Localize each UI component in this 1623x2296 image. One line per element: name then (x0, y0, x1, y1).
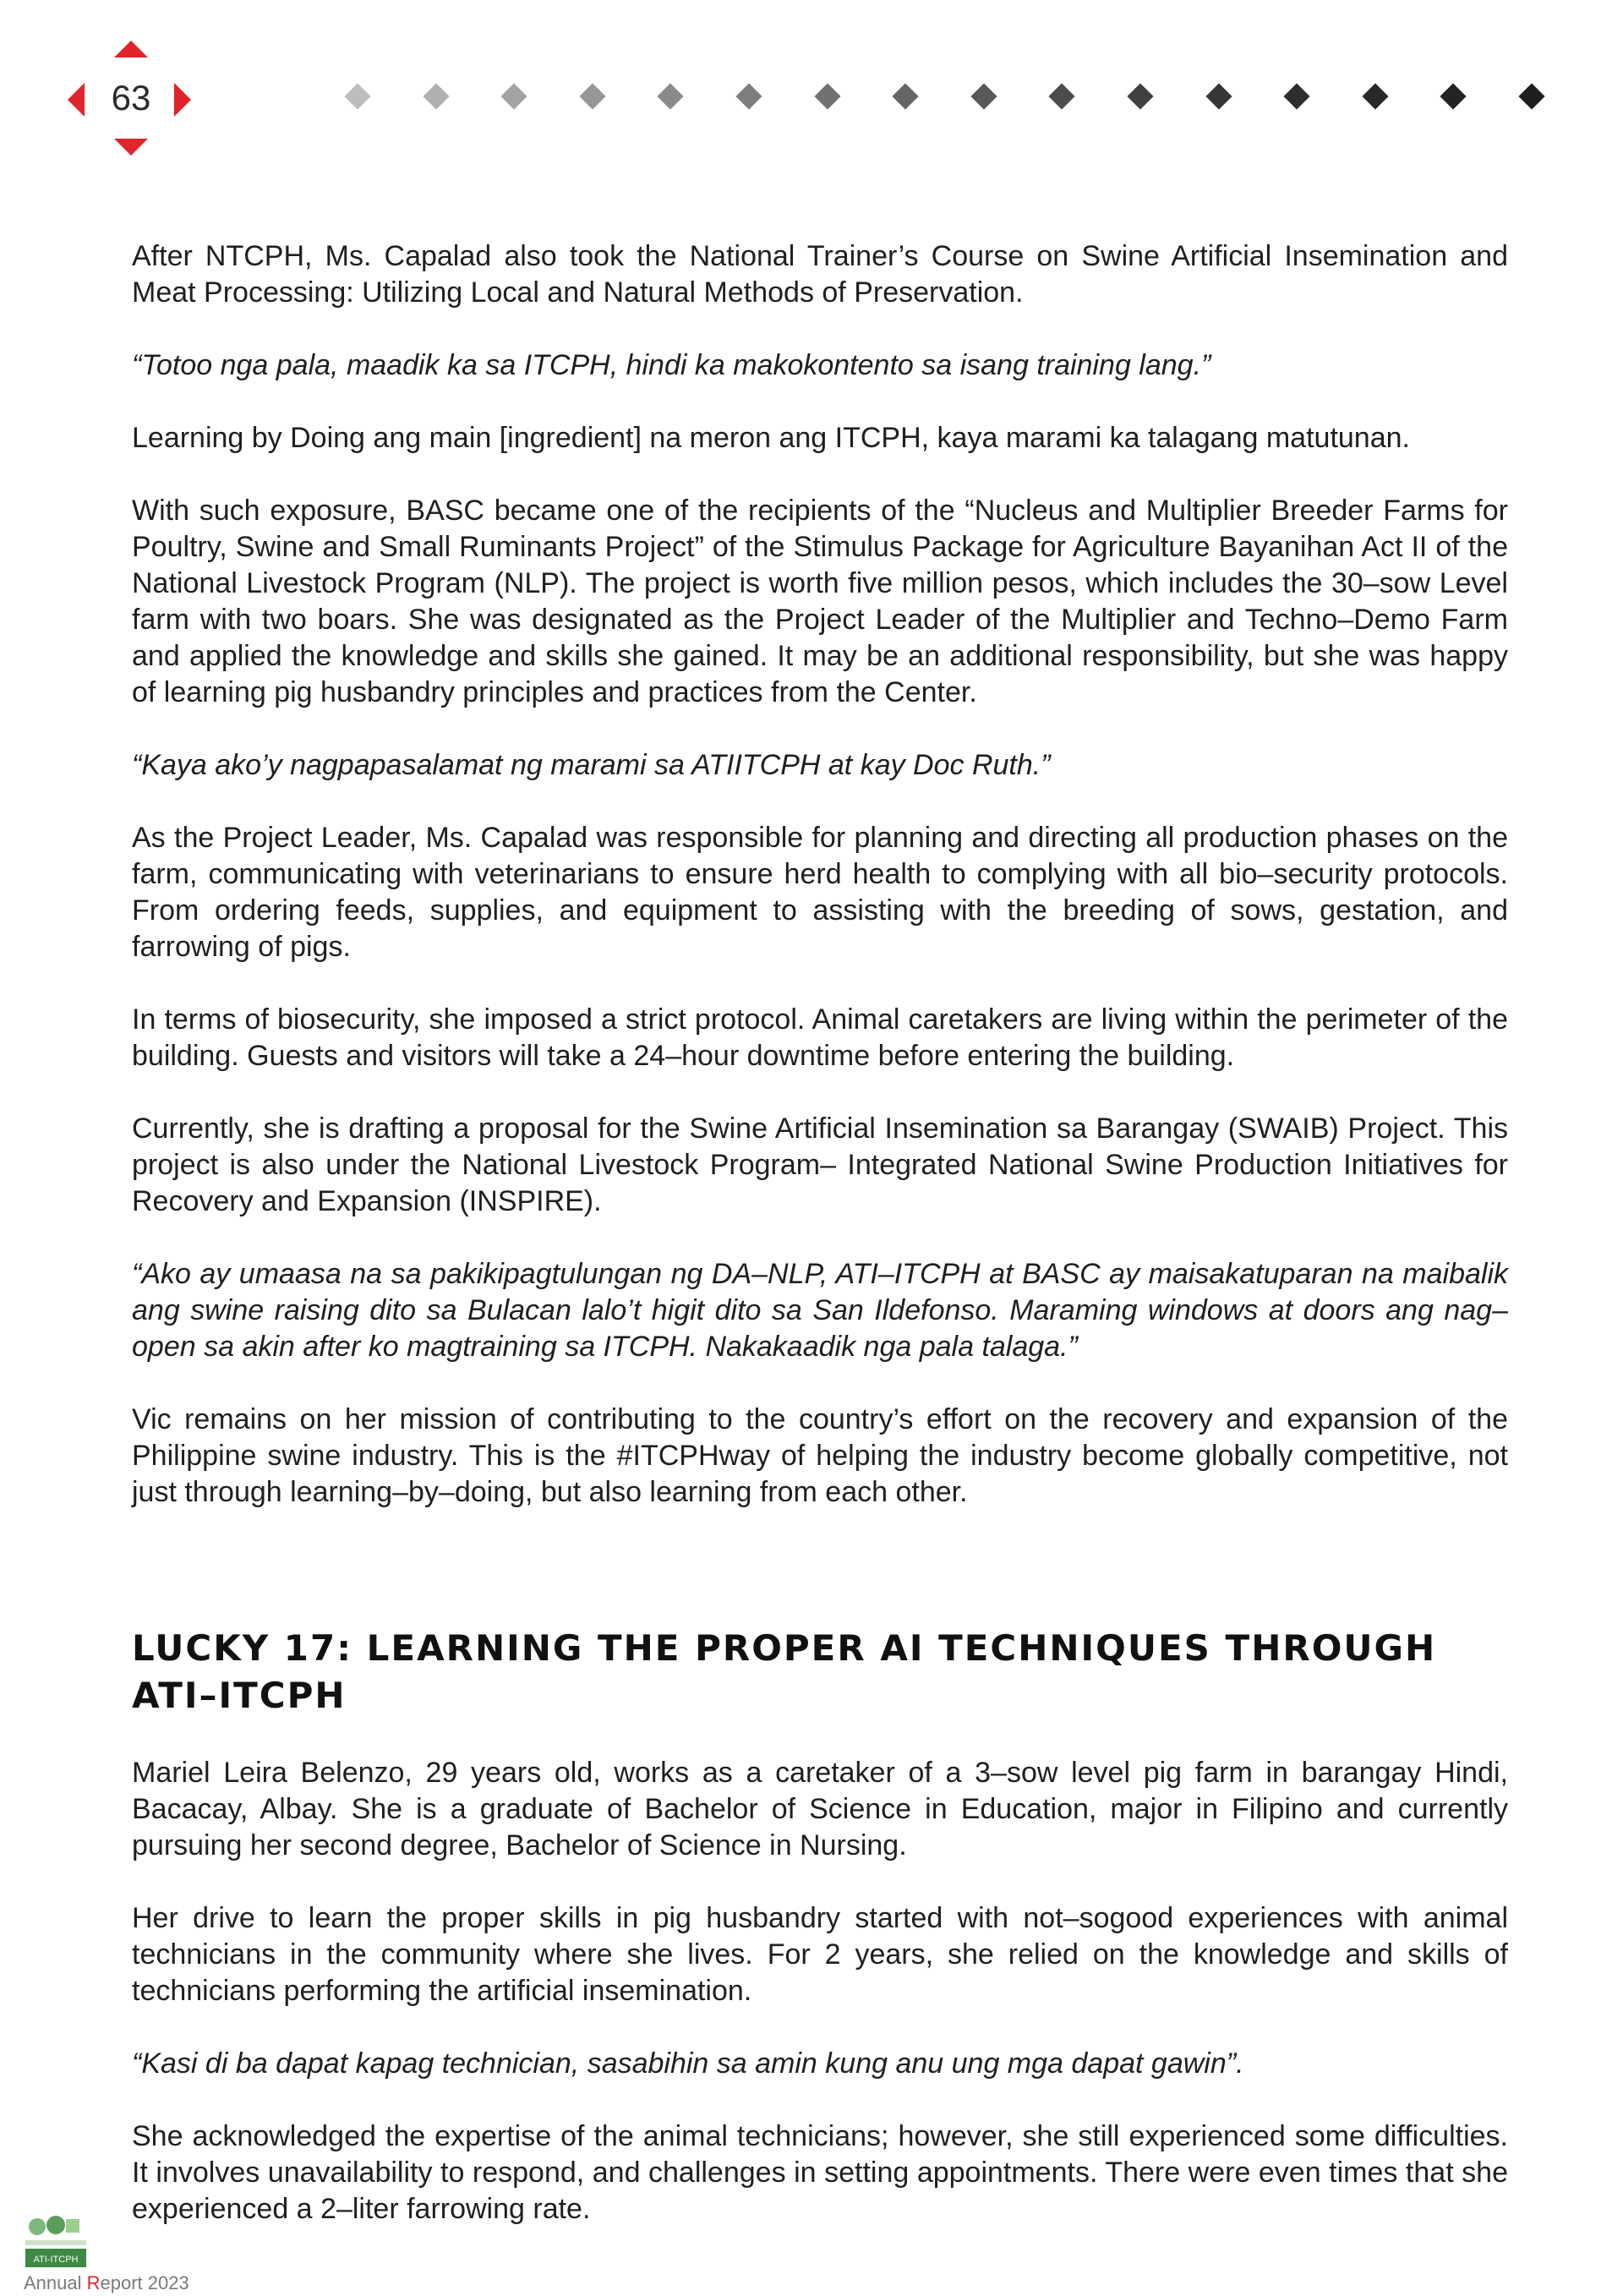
quote-paragraph: “Kasi di ba dapat kapag technician, sasabihin sa amin kung anu ung mga dapat gawin”. (132, 2047, 1244, 2080)
body-paragraph: Currently, she is drafting a proposal for the Swine Artificial Insemination sa Barangay (SWAIB) Project. This project is also under the National Livestock Program– Integrated National Swine Production Initiatives for Recovery and Expansion (INSPIRE). (132, 1112, 1508, 1217)
section-heading: LUCKY 17: LEARNING THE PROPER AI TECHNIQUES THROUGH ATI–ITCPH (132, 1627, 1437, 1716)
body-paragraph: Learning by Doing ang main [ingredient] na meron ang ITCPH, kaya marami ka talagang matutunan. (132, 422, 1410, 454)
diamond-icon (1283, 83, 1309, 109)
quote-paragraph: “Kaya ako’y nagpapasalamat ng marami sa ATIITCPH at kay Doc Ruth.” (132, 749, 1051, 781)
article-body-top (132, 238, 1508, 1547)
triangle-left-icon (68, 83, 85, 117)
body-paragraph: After NTCPH, Ms. Capalad also took the National Trainer’s Course on Swine Artificial Insemination and Meat Processing: Utilizing Local and Natural Methods of Preservation. (132, 240, 1508, 309)
body-paragraph: With such exposure, BASC became one of the recipients of the “Nucleus and Multiplier Breeder Farms for Poultry, Swine and Small Ruminants Project” of the Stimulus Package for Agriculture Bayanihan Act II of the National Livestock Program (NLP). The project is worth five million pesos, which includes the 30–sow Level farm with two boars. She was designated as the Project Leader of the Multiplier and Techno–Demo Farm and applied the knowledge and skills she gained. It may be an additional responsibility, but she was happy of learning pig husbandry principles and practices from the Center. (132, 495, 1508, 708)
diamond-icon (1518, 83, 1544, 109)
diamond-icon (1205, 83, 1232, 109)
svg-text:ATI-ITCPH: ATI-ITCPH (33, 2255, 79, 2265)
diamond-divider (348, 87, 1566, 112)
diamond-icon (970, 83, 997, 109)
triangle-down-icon (114, 139, 148, 156)
diamond-icon (814, 83, 840, 109)
footer-report-title: Annual Report 2023 (24, 2272, 189, 2293)
diamond-icon (579, 83, 605, 109)
page-navigation (68, 36, 194, 162)
triangle-right-icon (174, 83, 191, 117)
article-body-bottom (132, 1755, 1508, 2228)
body-paragraph: As the Project Leader, Ms. Capalad was responsible for planning and directing all production phases on the farm, communicating with veterinarians to ensure herd health to complying with all bio–security protocols. From ordering feeds, supplies, and equipment to assisting with the breeding of sows, gestation, and farrowing of pigs. (132, 822, 1508, 963)
diamond-icon (1048, 83, 1074, 109)
ati-itcph-logo-icon (25, 2215, 86, 2269)
body-paragraph: In terms of biosecurity, she imposed a strict protocol. Animal caretakers are living within the perimeter of the building. Guests and visitors will take a 24–hour downtime before entering the building. (132, 1003, 1508, 1072)
section (132, 1625, 1508, 2264)
diamond-icon (344, 83, 370, 109)
body-paragraph: Vic remains on her mission of contributing to the country’s effort on the recovery and expansion of the Philippine swine industry. This is the #ITCPHway of helping the industry become globally competitive, not just through learning–by–doing, but also learning from each other. (132, 1403, 1508, 1508)
body-paragraph: Mariel Leira Belenzo, 29 years old, works as a caretaker of a 3–sow level pig farm in barangay Hindi, Bacacay, Albay. She is a graduate of Bachelor of Science in Education, major in Filipino and currently pursuing her second degree, Bachelor of Science in Nursing. (132, 1757, 1508, 1861)
quote-paragraph: “Ako ay umaasa na sa pakikipagtulungan ng DA–NLP, ATI–ITCPH at BASC ay maisakatuparan na maibalik ang swine raising dito sa Bulacan lalo’t higit dito sa San Ildefonso. Maraming windows at doors ang nag–open sa akin after ko magtraining sa ITCPH. Nakakaadik nga pala talaga.” (132, 1258, 1508, 1363)
diamond-icon (500, 83, 527, 109)
diamond-icon (892, 83, 918, 109)
page-number: 63 (111, 78, 151, 118)
diamond-icon (1127, 83, 1153, 109)
diamond-icon (1362, 83, 1388, 109)
diamond-icon (423, 83, 449, 109)
diamond-icon (1440, 83, 1466, 109)
quote-paragraph: “Totoo nga pala, maadik ka sa ITCPH, hindi ka makokontento sa isang training lang.” (132, 349, 1211, 381)
triangle-up-icon (114, 41, 148, 57)
diamond-icon (657, 83, 683, 109)
diamond-icon (735, 83, 762, 109)
body-paragraph: She acknowledged the expertise of the animal technicians; however, she still experienced some difficulties. It involves unavailability to respond, and challenges in setting appointments. There were even times that she experienced a 2–liter farrowing rate. (132, 2120, 1508, 2225)
footer (24, 2215, 227, 2291)
body-paragraph: Her drive to learn the proper skills in pig husbandry started with not–sogood experiences with animal technicians in the community where she lives. For 2 years, she relied on the knowledge and skills of technicians performing the artificial insemination. (132, 1902, 1508, 2007)
